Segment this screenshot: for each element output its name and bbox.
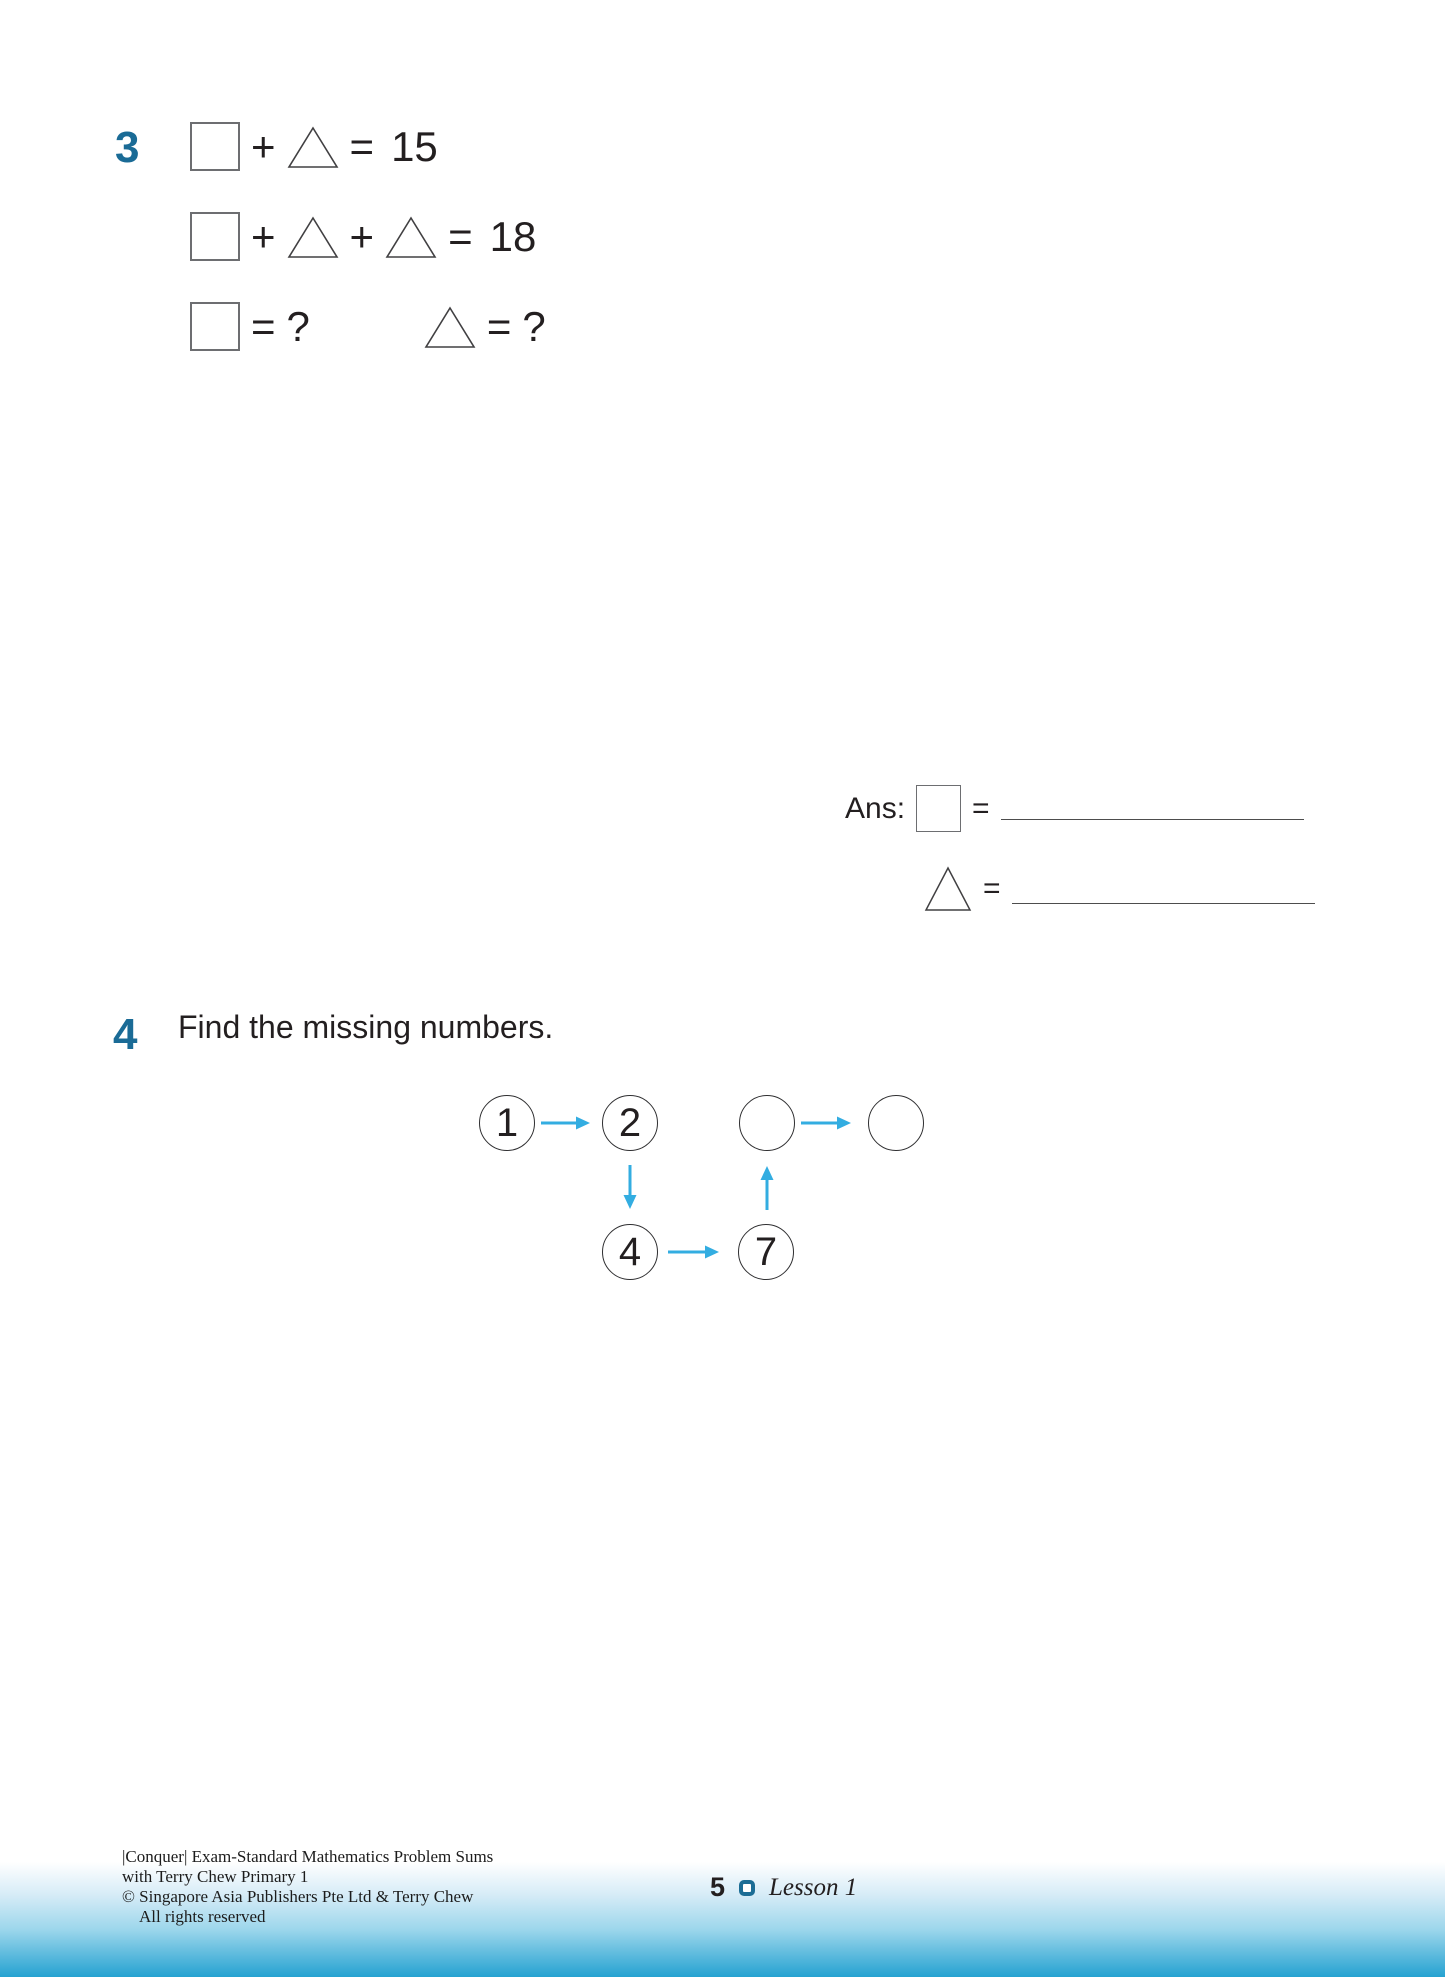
square-shape [190, 122, 240, 171]
problem-3-equation-1 [190, 122, 438, 171]
square-shape [190, 302, 240, 351]
answer-blank-line [1001, 818, 1304, 820]
number-circle: 4 [602, 1224, 658, 1280]
equals-sign: = [251, 303, 276, 350]
square-shape [190, 212, 240, 261]
triangle-shape [287, 216, 339, 259]
number-circle: 7 [738, 1224, 794, 1280]
problem-3-number: 3 [115, 123, 140, 172]
triangle-shape [385, 216, 437, 259]
page-number: 5 [710, 1872, 726, 1902]
equals-sign: = [972, 791, 990, 825]
imprint-line: © Singapore Asia Publishers Pte Ltd & Terry Chew [122, 1887, 474, 1906]
triangle-shape [287, 126, 339, 169]
number-circle-blank [739, 1095, 795, 1151]
problem-3-equation-3 [190, 302, 546, 351]
plus-sign: + [251, 213, 276, 260]
lesson-label: Lesson 1 [769, 1874, 858, 1901]
answer-row-square [845, 785, 1304, 832]
equation-result: 15 [391, 123, 438, 170]
answer-blank-line [1012, 902, 1315, 904]
ans-label: Ans: [845, 791, 906, 825]
number-chain-diagram [479, 1095, 925, 1285]
number-circle: 1 [479, 1095, 535, 1151]
plus-sign: + [349, 213, 375, 260]
chain-arrows [479, 1095, 925, 1285]
equals-sign: = [448, 213, 473, 260]
equation-result: 18 [489, 213, 537, 260]
question-mark: ? [286, 303, 310, 350]
equals-sign: = [983, 872, 1001, 905]
lesson-marker-icon [739, 1880, 755, 1896]
page-info [710, 1874, 857, 1901]
answer-row-triangle [924, 866, 1315, 912]
equals-sign: = [349, 123, 375, 170]
imprint-line: with Terry Chew Primary 1 [122, 1867, 309, 1886]
imprint-line: All rights reserved [139, 1907, 266, 1926]
number-circle: 2 [602, 1095, 658, 1151]
number-circle-blank [868, 1095, 924, 1151]
imprint-line: |Conquer| Exam-Standard Mathematics Problem Sums [122, 1847, 494, 1866]
equation-gap [321, 350, 413, 351]
problem-4-number: 4 [113, 1010, 138, 1059]
problem-4-instruction: Find the missing numbers. [178, 1009, 554, 1045]
answer-triangle-shape [924, 866, 972, 912]
equals-sign: = [486, 303, 512, 350]
problem-3-equation-2 [190, 212, 536, 261]
plus-sign: + [251, 123, 276, 170]
question-mark: ? [522, 303, 546, 350]
imprint-block [122, 1847, 493, 1927]
triangle-shape [424, 306, 476, 349]
answer-square-shape [916, 785, 961, 832]
